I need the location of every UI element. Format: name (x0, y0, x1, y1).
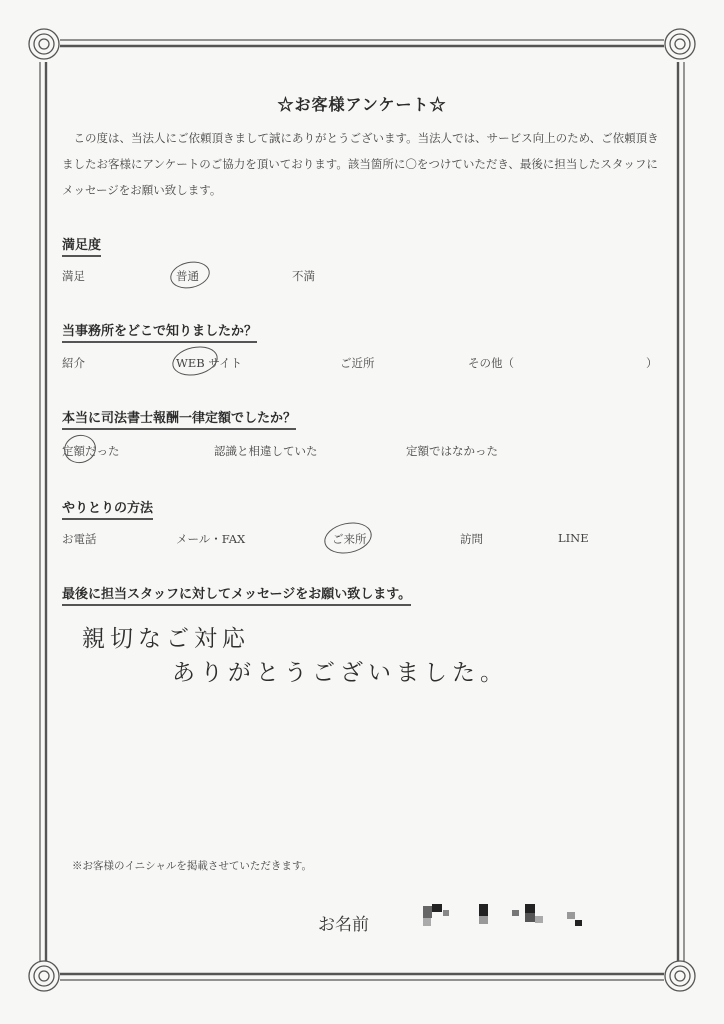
option-phone: お電話 (62, 532, 97, 546)
option-referral: 紹介 (62, 356, 85, 370)
question-heading-flat-fee: 本当に司法書士報酬一律定額でしたか？ (62, 407, 296, 430)
question-heading-contact-method: やりとりの方法 (62, 497, 153, 520)
intro-paragraph: この度は、当法人にご依頼頂きまして誠にありがとうございます。当法人では、サービス向上のため、ご依頼頂きましたお客様にアンケートのご協力を頂いております。該当箇所に〇をつけていただき、最後に担当したスタッフにメッセージをお願い致します。 (62, 131, 659, 197)
initials-note: ※お客様のイニシャルを掲載させていただきます。 (72, 860, 313, 872)
option-mail-fax: メール・FAX (176, 532, 246, 546)
option-neighborhood: ご近所 (340, 356, 375, 370)
corner-ornament-bottom-right (665, 961, 695, 991)
option-website: WEB サイト (176, 356, 243, 370)
handwritten-message-line2: ありがとうございました。 (172, 660, 508, 686)
option-other: その他（ (468, 356, 514, 370)
corner-ornament-top-left (29, 29, 59, 59)
option-was-flat: 定額だった (62, 444, 120, 458)
option-home-visit: 訪問 (460, 532, 483, 546)
option-differed: 認識と相違していた (214, 444, 318, 458)
option-line: LINE (558, 531, 589, 545)
option-visit-office: ご来所 (332, 532, 367, 546)
survey-title: ☆お客様アンケート☆ (277, 95, 447, 114)
name-label: お名前 (318, 915, 369, 935)
option-satisfied: 満足 (62, 269, 85, 283)
question-heading-how-found: 当事務所をどこで知りましたか？ (62, 320, 257, 343)
option-unsatisfied: 不満 (292, 269, 315, 283)
question-heading-satisfaction: 満足度 (62, 234, 101, 257)
corner-ornament-top-right (665, 29, 695, 59)
handwritten-message-line1: 親切なご対応 (82, 626, 250, 652)
option-other-close: ） (646, 356, 658, 370)
corner-ornament-bottom-left (29, 961, 59, 991)
name-redacted-mosaic (417, 902, 597, 932)
message-heading: 最後に担当スタッフに対してメッセージをお願い致します。 (62, 583, 411, 606)
option-normal: 普通 (176, 269, 199, 283)
option-not-flat: 定額ではなかった (406, 444, 498, 458)
intro-text (62, 125, 660, 203)
